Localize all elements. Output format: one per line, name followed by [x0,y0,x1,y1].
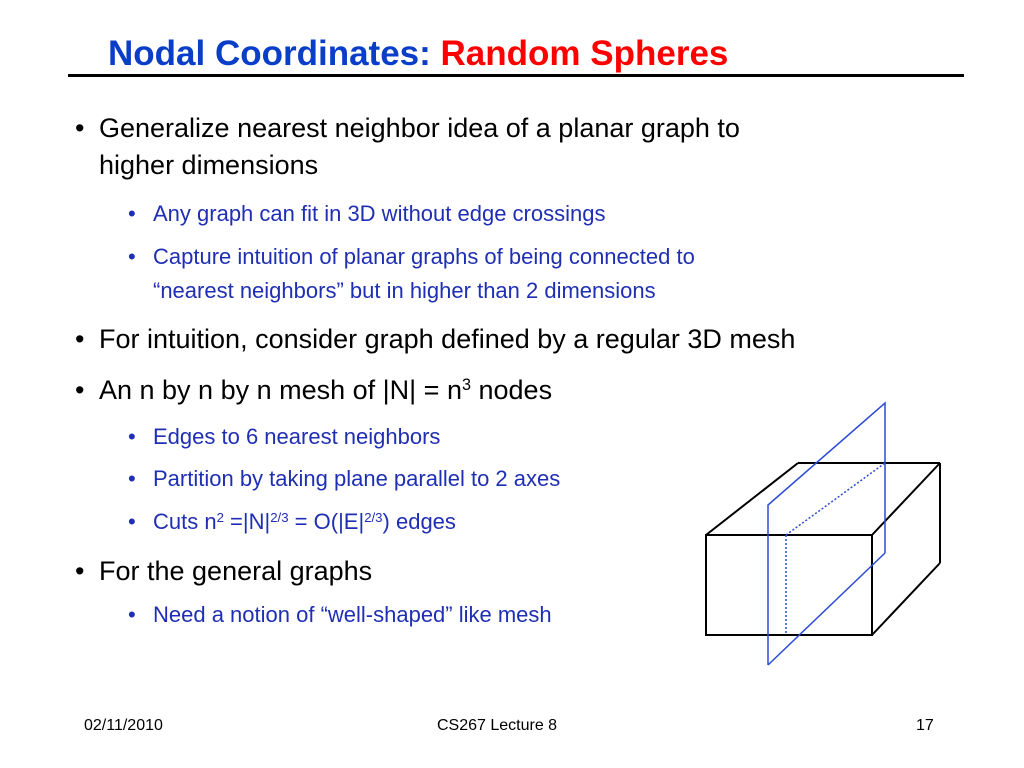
bullet-text: For intuition, consider graph defined by a regular 3D mesh [99,324,796,354]
bullet-text: higher dimensions [99,150,319,180]
title-underline [68,74,964,77]
box-front-face [706,535,872,635]
bullet-dot: • [128,201,136,226]
superscript: 2 [216,509,224,525]
box-edge [872,463,940,535]
bullet-dot: • [128,509,136,534]
cuts-text: = O(|E| [288,509,365,534]
bullet-dot: • [128,466,136,491]
mesh-partition-figure [700,395,950,675]
subbullet-text: Partition by taking plane parallel to 2 axes [153,466,561,491]
subbullet-text: “nearest neighbors” but in higher than 2 dimensions [153,278,656,303]
bullet-text: Generalize nearest neighbor idea of a planar graph to [99,113,740,143]
bullet-dot: • [75,556,85,586]
superscript: 2/3 [270,509,289,525]
mesh-box [706,463,940,635]
cuts-text: Cuts n [153,509,217,534]
subbullet-text: Any graph can fit in 3D without edge crossings [153,201,606,226]
bullet-regular-3d-mesh [75,321,985,358]
cuts-text: =|N| [223,509,271,534]
subbullet-text: Need a notion of “well-shaped” like mesh [153,602,552,627]
bullet-dot: • [128,244,136,269]
mesh-text: An n by n by n mesh of |N| = n [99,375,462,405]
bullet-generalize [75,110,985,184]
footer-page-number: 17 [916,717,934,734]
title-part-1: Nodal Coordinates: [108,34,431,73]
slide-title [108,32,728,76]
bullet-dot: • [75,375,85,405]
plane-hidden-edge [786,463,885,535]
box-edge [872,563,940,635]
title-part-2: Random Spheres [440,34,729,73]
footer-date: 02/11/2010 [84,717,163,734]
bullet-dot: • [128,424,136,449]
bullet-dot: • [75,324,85,354]
subbullet-text: Edges to 6 nearest neighbors [153,424,441,449]
box-edge [706,463,798,535]
footer-course: CS267 Lecture 8 [437,717,558,734]
bullet-dot: • [128,602,136,627]
bullet-text: For the general graphs [99,556,373,586]
subbullet-text: Capture intuition of planar graphs of being connected to [153,244,695,269]
subbullet-3d-no-crossings [128,197,888,231]
superscript: 2/3 [364,509,383,525]
mesh-text-end: nodes [471,375,553,405]
bullet-dot: • [75,113,85,143]
subbullet-capture-intuition [128,240,888,308]
cuts-text: ) edges [382,509,456,534]
superscript: 3 [461,376,471,395]
